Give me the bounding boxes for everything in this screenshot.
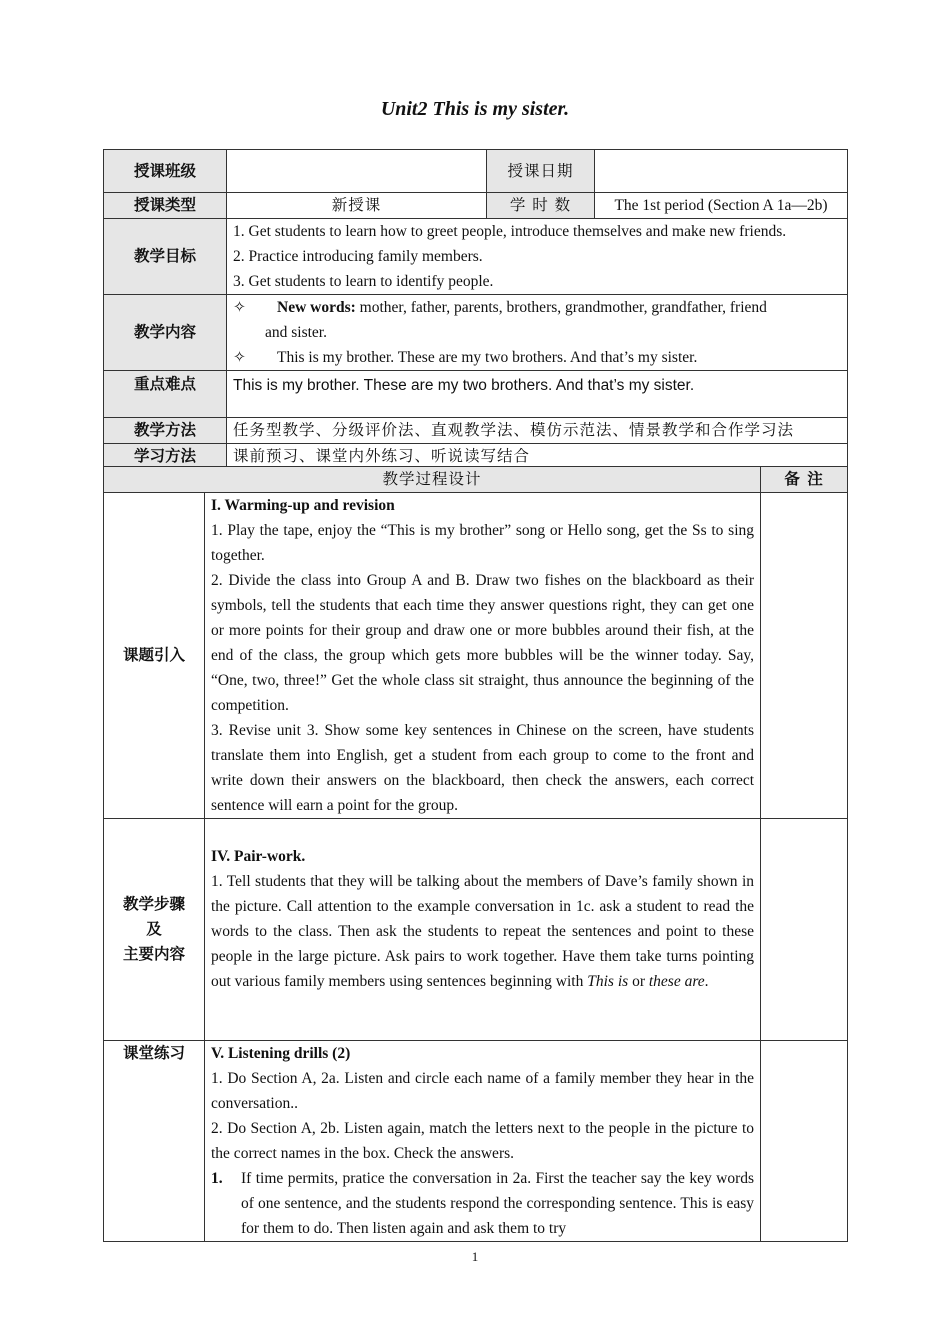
list-text: If time permits, pratice the conversation in 2a. First the teacher say the key words of one sentence, and the students respond the corresponding sentence. This is easy for them to do. Then listen again and ask them to try <box>241 1170 755 1237</box>
method-value: 任务型教学、分级评价法、直观教学法、模仿示范法、情景教学和合作学习法 <box>227 418 848 444</box>
content-sentences: This is my brother. These are my two brothers. And that’s my sister. <box>277 349 698 366</box>
type-label: 授课类型 <box>104 193 227 219</box>
section-body-intro <box>205 493 761 819</box>
goal-item: 2. Practice introducing family members. <box>233 248 483 265</box>
diamond-bullet-icon: ✧ <box>233 299 246 316</box>
goals-cell <box>227 219 848 295</box>
key-value: This is my brother. These are my two brothers. And that’s my sister. <box>227 371 848 418</box>
goal-item: 3. Get students to learn to identify people. <box>233 273 494 290</box>
new-words-list: mother, father, parents, brothers, grandmother, grandfather, friend <box>355 299 767 316</box>
paragraph-text: 1. Tell students that they will be talking about the members of Dave’s family shown in the picture. Call attention to the example conversation in 1c. ask a student to read the words to the class. Then ask the students to repeat the sentences and point to these people in the large picture. Ask pairs to work together. Have them take turns pointing out various family members using sentences beginning with <box>211 873 755 990</box>
class-label: 授课班级 <box>104 150 227 193</box>
paragraph: 3. Revise unit 3. Show some key sentences in Chinese on the screen, have students translate them into English, get a student from each group to come to the front and write down their answers on the blackboard, then check the answers, each correct sentence will earn a point for the group. <box>211 722 755 814</box>
section-heading: IV. Pair-work. <box>211 848 306 865</box>
process-table <box>103 466 848 1242</box>
section-body-practice <box>205 1041 761 1242</box>
process-header: 教学过程设计 <box>104 467 761 493</box>
section-heading: V. Listening drills (2) <box>211 1045 351 1062</box>
content-cell <box>227 295 848 371</box>
section-heading: I. Warming-up and revision <box>211 497 395 514</box>
italic-phrase: This is <box>587 973 629 990</box>
class-value <box>227 150 487 193</box>
italic-phrase: these are <box>648 973 705 990</box>
new-words-list-cont: and sister. <box>265 324 327 341</box>
lesson-info-table <box>103 149 848 470</box>
section-label-intro: 课题引入 <box>104 493 205 819</box>
type-value: 新授课 <box>227 193 487 219</box>
label-line: 教学步骤 <box>122 895 185 913</box>
section-body-steps <box>205 819 761 1041</box>
page-number: 1 <box>471 1249 479 1264</box>
section-label-steps <box>104 819 205 1041</box>
paragraph: 2. Divide the class into Group A and B. Draw two fishes on the blackboard as their symbols, tell the students that each time they answer questions right, they can get one or more points for their group and draw one or more bubbles around their fish, at the end of the class, the group which gets more bubbles will be the winner today. Say, “One, two, three!” Get the whole class sit straight, thus announce the beginning of the competition. <box>211 572 755 714</box>
period-label: 学 时 数 <box>487 193 595 219</box>
notes-cell <box>761 493 848 819</box>
key-label: 重点难点 <box>104 371 227 418</box>
learn-value: 课前预习、课堂内外练习、听说读写结合 <box>227 444 848 470</box>
content-label: 教学内容 <box>104 295 227 371</box>
notes-cell <box>761 819 848 1041</box>
notes-cell <box>761 1041 848 1242</box>
list-number: 1. <box>211 1170 223 1187</box>
list-item <box>211 1166 754 1241</box>
label-line: 及 <box>146 920 162 938</box>
document-title: Unit2 This is my sister. <box>380 98 570 120</box>
date-label: 授课日期 <box>487 150 595 193</box>
goal-item: 1. Get students to learn how to greet people, introduce themselves and make new friends. <box>233 223 787 240</box>
new-words-label: New words: <box>277 299 356 316</box>
paragraph-text: . <box>704 973 709 990</box>
paragraph: 2. Do Section A, 2b. Listen again, match the letters next to the people in the picture to the correct names in the box. Check the answers. <box>211 1120 755 1162</box>
learn-label: 学习方法 <box>104 444 227 470</box>
period-value: The 1st period (Section A 1a—2b) <box>595 193 848 219</box>
section-label-practice: 课堂练习 <box>104 1041 205 1242</box>
date-value <box>595 150 848 193</box>
goals-label: 教学目标 <box>104 219 227 295</box>
paragraph-text: or <box>628 973 649 990</box>
label-line: 主要内容 <box>122 945 185 963</box>
paragraph <box>211 869 754 994</box>
paragraph: 1. Play the tape, enjoy the “This is my brother” song or Hello song, get the Ss to sing together. <box>211 522 755 564</box>
method-label: 教学方法 <box>104 418 227 444</box>
notes-header: 备 注 <box>761 467 848 493</box>
paragraph: 1. Do Section A, 2a. Listen and circle each name of a family member they hear in the conversation.. <box>211 1070 755 1112</box>
diamond-bullet-icon: ✧ <box>233 349 246 366</box>
